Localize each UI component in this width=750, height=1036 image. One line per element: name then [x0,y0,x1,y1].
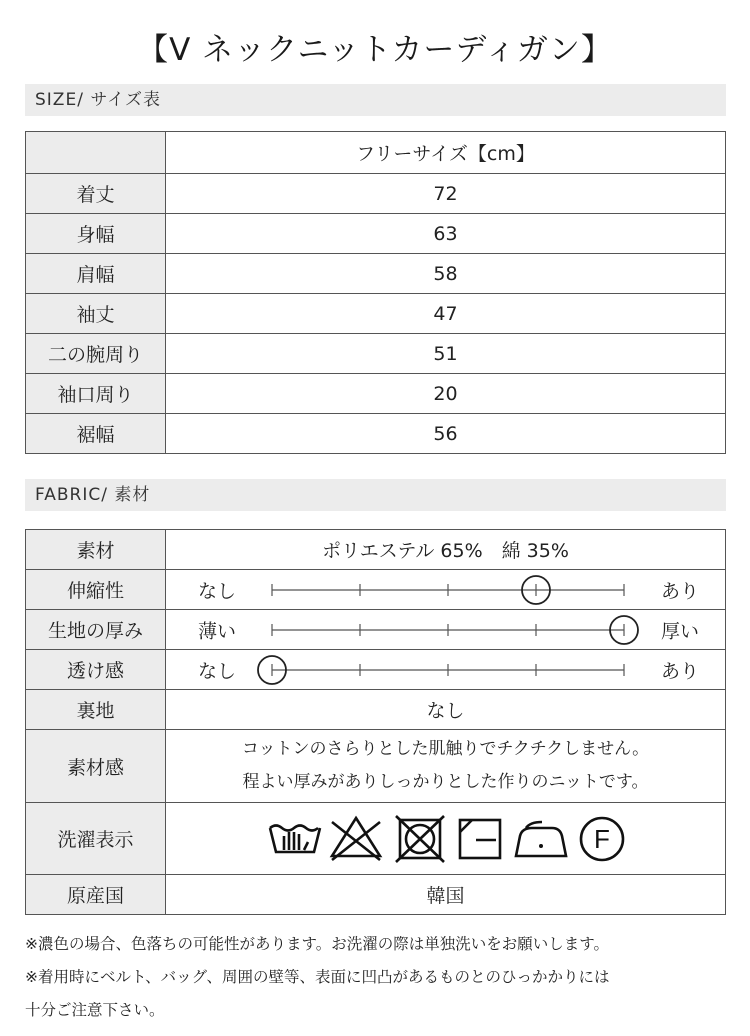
iron-low-icon [516,822,566,856]
table-row [26,374,726,414]
lining-value: なし [166,690,726,730]
feel-label: 素材感 [26,730,166,803]
hand-wash-icon [270,825,320,852]
size-value: 63 [166,214,726,254]
note-line-1: ※濃色の場合、色落ちの可能性があります。お洗濯の際は単独洗いをお願いします。 [25,935,610,953]
size-label: 二の腕周り [26,334,166,374]
feel-line-1: コットンのさらりとした肌触りでチクチクしません。 [241,739,650,759]
size-label: 袖丈 [26,294,166,334]
size-value: 20 [166,374,726,414]
stretch-scale-left: なし [198,580,237,602]
table-row [26,334,726,374]
material-value: ポリエステル 65% 綿 35% [166,530,726,570]
size-label: 裾幅 [26,414,166,454]
size-label: 肩幅 [26,254,166,294]
care-icons-cell [166,803,726,875]
size-value: 47 [166,294,726,334]
page-title: 【V ネックニットカーディガン】 [137,32,613,68]
size-header-row [26,132,726,174]
size-column-header: フリーサイズ【cm】 [166,132,726,174]
no-tumble-dry-icon [396,816,444,862]
note-line-3: 十分ご注意下さい。 [25,1001,165,1019]
table-row [26,570,726,610]
feel-line-2: 程よい厚みがありしっかりとした作りのニットです。 [242,772,649,792]
notes [25,928,726,1027]
table-row [26,414,726,454]
thickness-label: 生地の厚み [26,610,166,650]
table-row [26,530,726,570]
material-label: 素材 [26,530,166,570]
table-row [26,254,726,294]
dry-clean-letter: F [593,823,610,854]
stretch-scale-right: あり [660,580,699,602]
note-line-2: ※着用時にベルト、バッグ、周囲の壁等、表面に凹凸があるものとのひっかかりには [25,968,610,986]
table-row [26,174,726,214]
sheer-scale [166,650,726,690]
stretch-scale [166,570,726,610]
size-section-heading: SIZE/ サイズ表 [25,84,726,116]
table-row [26,294,726,334]
table-row [26,650,726,690]
no-bleach-icon [332,818,380,860]
size-value: 72 [166,174,726,214]
fabric-table [25,529,726,915]
dry-clean-f-icon [581,818,623,860]
sheer-scale-right: あり [660,660,699,682]
stretch-scale-track [256,570,656,610]
feel-value [166,730,726,803]
stretch-label: 伸縮性 [26,570,166,610]
sheer-label: 透け感 [26,650,166,690]
thickness-scale-track [256,610,656,650]
lining-label: 裏地 [26,690,166,730]
table-row [26,730,726,803]
size-value: 51 [166,334,726,374]
thickness-scale-left: 薄い [198,620,237,642]
line-dry-shade-icon [460,820,500,858]
care-icons [266,814,626,864]
size-label: 身幅 [26,214,166,254]
table-row [26,214,726,254]
size-label: 着丈 [26,174,166,214]
size-table [25,131,726,454]
sheer-scale-track [256,650,656,690]
size-label: 袖口周り [26,374,166,414]
thickness-scale-right: 厚い [660,620,699,642]
sheer-scale-left: なし [198,660,237,682]
table-row [26,610,726,650]
size-value: 56 [166,414,726,454]
thickness-scale [166,610,726,650]
origin-label: 原産国 [26,875,166,915]
table-row [26,803,726,875]
care-label: 洗濯表示 [26,803,166,875]
table-row [26,875,726,915]
origin-value: 韓国 [166,875,726,915]
size-value: 58 [166,254,726,294]
table-row [26,690,726,730]
fabric-section-heading: FABRIC/ 素材 [25,479,726,511]
size-header-empty [26,132,166,174]
